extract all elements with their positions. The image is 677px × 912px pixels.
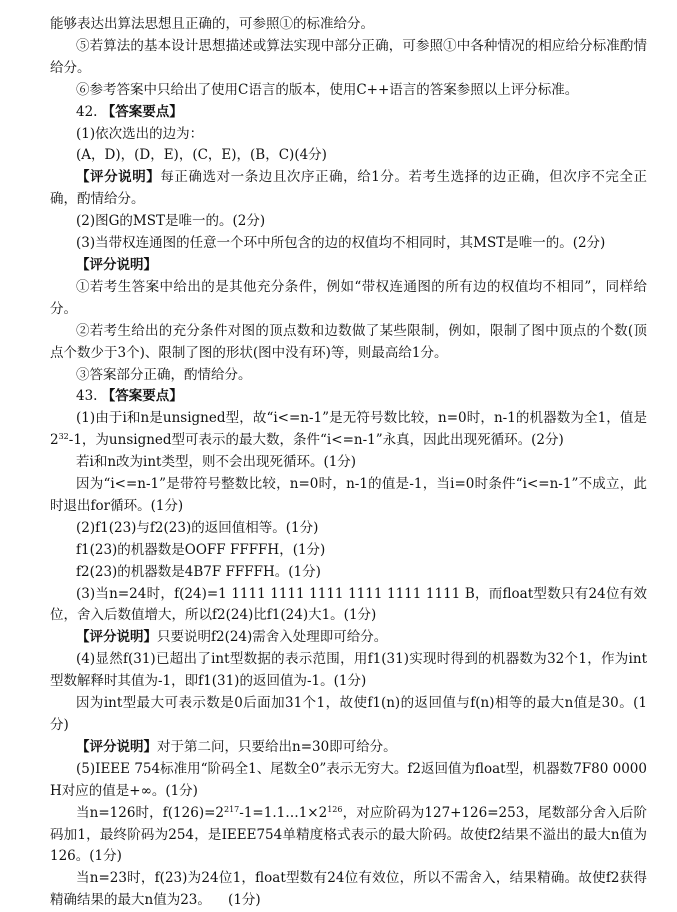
scoring-note-text: 只要说明f2(24)需舍入处理即可给分。 — [157, 629, 388, 646]
answer-points-label: 【答案要点】 — [101, 388, 183, 405]
scoring-note — [50, 627, 647, 649]
scoring-note — [50, 737, 647, 759]
answer-line: f2(23)的机器数是4B7F FFFFH。(1分) — [76, 563, 321, 580]
answer-line: 当n=126时，$f(126)=2^{217}-1=1.1\dots 1\times 2^{126}$，对应阶码为127+126=253，尾数部分舍入后阶码加1，最终阶码为254，是IEEE754单精度格式表示的最大阶码。故使f2结果不溢出的最大n值为126。(1分) — [50, 804, 647, 865]
scoring-rule-6: ⑥参考答案中只给出了使用C语言的版本，使用C++语言的答案参照以上评分标准。 — [76, 81, 579, 98]
scoring-note-text: 每正确选对一条边且次序正确，给1分。若考生选择的边正确，但次序不完全正确，酌情给分。 — [50, 169, 648, 208]
scoring-rule: ②若考生给出的充分条件对图的顶点数和边数做了某些限制，例如，限制了图中顶点的个数(顶点个数少于3个)、限制了图的形状(图中没有环)等，则最高给1分。 — [50, 322, 647, 361]
scoring-note-label: 【评分说明】 — [76, 629, 157, 646]
answer-line: (1)由于i和n是unsigned型，故“i<=n-1”是无符号数比较，n=0时，n-1的机器数为全1，值是$2^{32}-1$，为unsigned型可表示的最大数，条件“i<=n-1”永真，因此出现死循环。(2分) — [50, 410, 647, 449]
answer-line: (5)IEEE 754标准用“阶码全1、尾数全0”表示无穷大。f2返回值为float型，机器数7F80 0000H对应的值是+∞。(1分) — [50, 760, 647, 799]
text-line: 能够表达出算法思想且正确的，可参照①的标准给分。 — [50, 16, 374, 32]
question-number: 43. — [76, 388, 98, 405]
scoring-rule-5: ⑤若算法的基本设计思想描述或算法实现中部分正确，可参照①中各种情况的相应给分标准酌情给分。 — [50, 37, 647, 76]
answer-line: (3)当带权连通图的任意一个环中所包含的边的权值均不相同时，其MST是唯一的。(2分) — [76, 235, 606, 252]
answer-line: 因为“i<=n-1”是带符号整数比较，n=0时，n-1的值是-1，当i=0时条件“i<=n-1”不成立，此时退出for循环。(1分) — [50, 476, 647, 514]
answer-line: f1(23)的机器数是OOFF FFFFH，(1分) — [76, 541, 326, 558]
exponent: 126 — [327, 804, 343, 814]
scoring-rule: ③答案部分正确，酌情给分。 — [76, 366, 252, 383]
scoring-note-text: 对于第二问，只要给出n=30即可给分。 — [157, 738, 397, 755]
answer-line: (3)当n=24时，f(24)=1 1111 1111 1111 1111 1111 1111 B，而float型数只有24位有效位，舍入后数值增大，所以f2(24)比f1(24)大1。(1分) — [50, 585, 647, 624]
answer-line: 因为int型最大可表示数是0后面加31个1，故使f1(n)的返回值与f(n)相等的最大n值是30。(1分) — [50, 695, 647, 733]
scoring-note-label: 【评分说明】 — [76, 738, 157, 755]
question-number: 42. — [76, 103, 98, 120]
question-42-heading — [50, 102, 647, 124]
question-43-heading — [50, 386, 647, 408]
answer-line: (2)图G的MST是唯一的。(2分) — [76, 213, 266, 230]
scoring-note-label: 【评分说明】 — [76, 256, 157, 273]
exponent: 32 — [58, 432, 69, 442]
answer-line: (2)f1(23)与f2(23)的返回值相等。(1分) — [76, 519, 319, 536]
answer-line: (4)显然f(31)已超出了int型数据的表示范围，用f1(31)实现时得到的机器数为32个1，作为int型数解释时其值为-1，即f1(31)的返回值为-1。(1分) — [50, 651, 647, 690]
exponent: 217 — [224, 804, 240, 814]
scoring-note-label: 【评分说明】 — [76, 169, 161, 186]
scoring-rule: ①若考生答案中给出的是其他充分条件，例如“带权连通图的所有边的权值均不相同”，同样给分。 — [50, 278, 647, 317]
answer-points-label: 【答案要点】 — [101, 103, 183, 120]
answer-line: (1)依次选出的边为： — [76, 125, 204, 142]
score-label: (1分) — [228, 892, 261, 909]
answer-edges: (A，D)，(D，E)，(C，E)，(B，C)(4分) — [76, 147, 327, 164]
scoring-note — [50, 167, 647, 211]
answer-line: 当n=23时，f(23)为24位1，float型数有24位有效位，所以不需舍入，结果精确。故使f2获得精确结果的最大n值为23。 (1分) — [50, 870, 647, 909]
answer-line: 若i和n改为int类型，则不会出现死循环。(1分) — [76, 454, 357, 471]
